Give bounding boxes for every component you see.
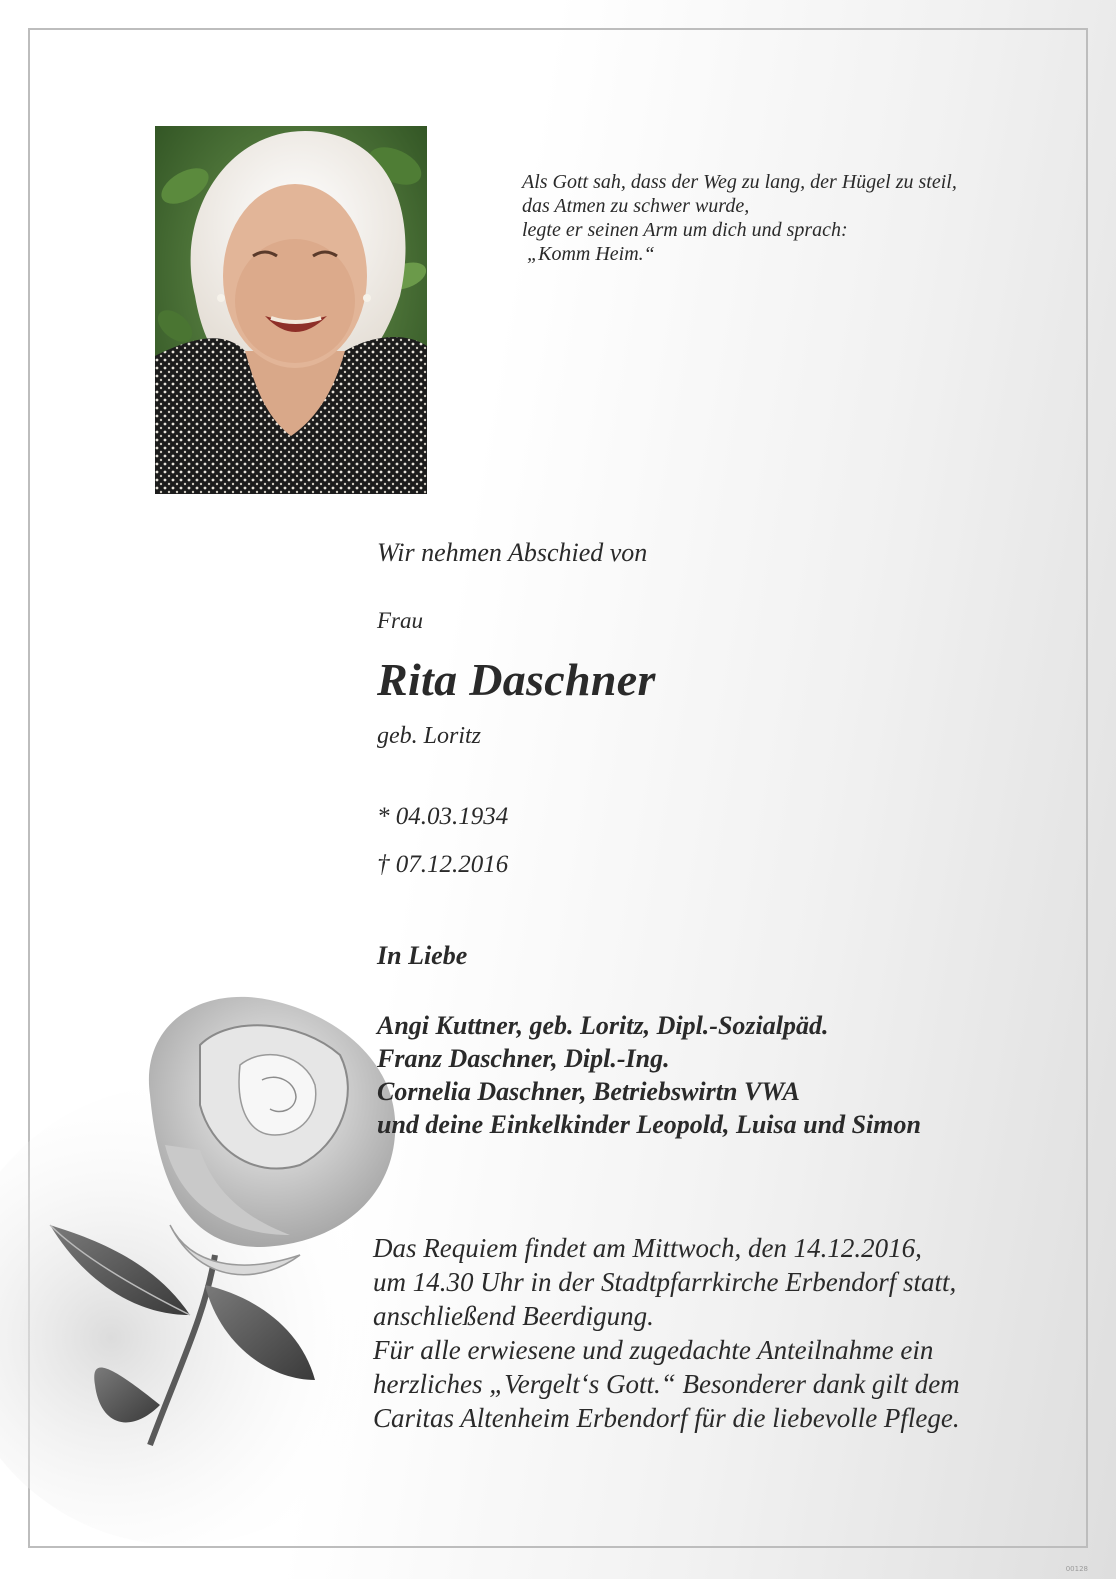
mourner-name: Angi Kuttner, geb. Loritz, Dipl.-Sozialpäd.	[377, 1011, 829, 1040]
mourner-name: Cornelia Daschner, Betriebswirtn VWA	[377, 1077, 800, 1106]
birth-date: * 04.03.1934	[377, 803, 509, 830]
farewell-intro: Wir nehmen Abschied von	[377, 538, 648, 567]
deceased-name: Rita Daschner	[377, 654, 656, 705]
service-line: Caritas Altenheim Erbendorf für die liebevolle Pflege.	[373, 1403, 960, 1433]
mourners-list	[377, 1009, 921, 1141]
mourners-heading: In Liebe	[377, 941, 468, 970]
service-line: Das Requiem findet am Mittwoch, den 14.12.2016,	[373, 1233, 922, 1263]
service-line: Für alle erwiesene und zugedachte Anteilnahme ein	[373, 1335, 934, 1365]
portrait-photo	[155, 126, 427, 494]
service-line: herzliches „Vergelt‘s Gott.“ Besonderer dank gilt dem	[373, 1369, 960, 1399]
mourner-name: und deine Einkelkinder Leopold, Luisa und Simon	[377, 1110, 921, 1139]
poem-line: legte er seinen Arm um dich und sprach:	[522, 219, 848, 241]
maiden-name: geb. Loritz	[377, 723, 482, 749]
poem-line: das Atmen zu schwer wurde,	[522, 195, 750, 217]
mourner-name: Franz Daschner, Dipl.-Ing.	[377, 1044, 670, 1073]
poem-line: Als Gott sah, dass der Weg zu lang, der Hügel zu steil,	[522, 171, 957, 193]
honorific: Frau	[377, 608, 423, 633]
service-line: um 14.30 Uhr in der Stadtpfarrkirche Erbendorf statt,	[373, 1267, 957, 1297]
poem-block	[522, 170, 1042, 266]
poem-line: „Komm Heim.“	[522, 243, 655, 265]
service-line: anschließend Beerdigung.	[373, 1301, 654, 1331]
death-date: † 07.12.2016	[377, 851, 509, 878]
service-info	[373, 1231, 960, 1435]
footer-code: 00128	[1065, 1565, 1088, 1573]
